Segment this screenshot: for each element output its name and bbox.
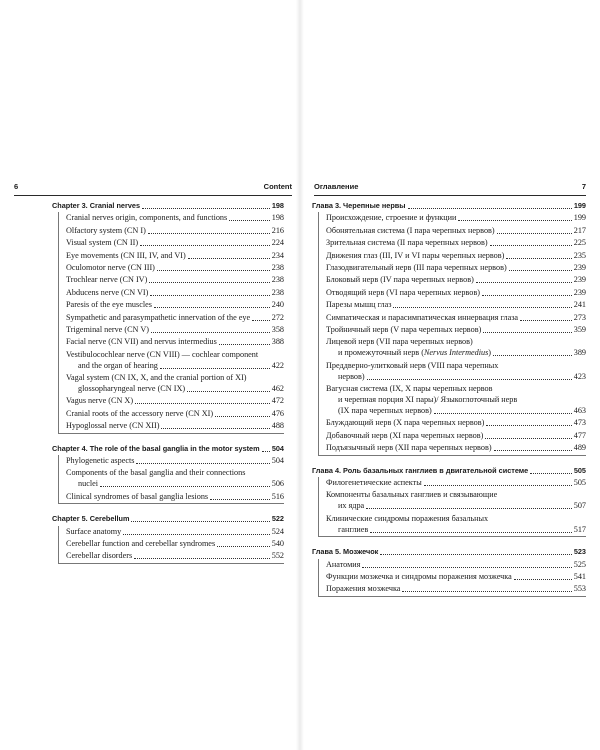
toc-entry[interactable]: Paresis of the eye muscles 240: [66, 300, 284, 310]
toc-entry[interactable]: glossopharyngeal nerve (CN IX) 462: [78, 384, 284, 394]
toc-entry[interactable]: Cranial roots of the accessory nerve (CN XI) 476: [66, 408, 284, 418]
toc-entry[interactable]: Симпатическая и парасимпатическая иннервация глаза 273: [326, 312, 586, 322]
toc-entry[interactable]: Vagus nerve (CN X) 472: [66, 396, 284, 406]
right-header-rule: [314, 195, 586, 196]
toc-section-list: [318, 477, 586, 537]
toc-entry[interactable]: Обонятельная система (I пара черепных нервов) 217: [326, 225, 586, 235]
toc-entry[interactable]: Филогенетические аспекты 505: [326, 478, 586, 488]
latin-term: Nervus Intermedius: [423, 348, 489, 358]
toc-section-list: [58, 455, 284, 504]
toc-entry[interactable]: Trochlear nerve (CN IV) 238: [66, 275, 284, 285]
toc-entry-line[interactable]: Components of the basal ganglia and their connections: [66, 468, 246, 478]
left-running-head: [14, 182, 292, 196]
toc-entry[interactable]: Abducens nerve (CN VI) 238: [66, 287, 284, 297]
toc-entry-line[interactable]: Клинические синдромы поражения базальных: [326, 513, 489, 523]
toc-entry[interactable]: Phylogenetic aspects 504: [66, 456, 284, 466]
toc-entry[interactable]: and the organ of hearing 422: [78, 360, 284, 370]
toc-entry[interactable]: нервов) 423: [338, 371, 586, 381]
right-page: [300, 0, 600, 750]
toc-section-list: [318, 559, 586, 597]
toc-entry[interactable]: Функции мозжечка и синдромы поражения мозжечка 541: [326, 571, 586, 581]
right-page-number: 7: [581, 182, 586, 191]
toc-entry-line[interactable]: Vagal system (CN IX, X, and the cranial portion of XI): [66, 373, 247, 383]
toc-entry[interactable]: Анатомия 525: [326, 559, 586, 569]
left-page-number: 6: [14, 182, 19, 191]
toc-entry[interactable]: Oculomotor nerve (CN III) 238: [66, 262, 284, 272]
left-header-rule: [14, 195, 292, 196]
toc-entry-line[interactable]: Лицевой нерв (VII пара черепных нервов): [326, 337, 473, 347]
right-toc: [312, 200, 586, 597]
toc-section-list: [318, 212, 586, 455]
right-running-title: Оглавление: [314, 182, 359, 191]
toc-chapter[interactable]: Глава 4. Роль базальных ганглиев в двигательной системе 505: [312, 465, 586, 475]
toc-entry[interactable]: Trigeminal nerve (CN V) 358: [66, 324, 284, 334]
toc-entry[interactable]: (IX пара черепных нервов) 463: [338, 406, 586, 416]
toc-entry-line[interactable]: Vestibulocochlear nerve (CN VIII) — cochlear component: [66, 349, 259, 359]
toc-entry-line[interactable]: Преддверно-улитковый нерв (VIII пара черепных: [326, 360, 499, 370]
toc-entry[interactable]: Тройничный нерв (V пара черепных нервов) 359: [326, 324, 586, 334]
toc-chapter[interactable]: Глава 5. Мозжечок 523: [312, 547, 586, 557]
toc-section-list: [58, 526, 284, 564]
toc-chapter[interactable]: Глава 3. Черепные нервы 199: [312, 201, 586, 210]
toc-entry-line[interactable]: Вагусная система (IX, X пары черепных нервов: [326, 384, 493, 394]
toc-entry[interactable]: Cerebellar disorders 552: [66, 551, 284, 561]
toc-entry-line[interactable]: Компоненты базальных ганглиев и связывающие: [326, 490, 498, 500]
toc-entry[interactable]: Facial nerve (CN VII) and nervus intermedius 388: [66, 337, 284, 347]
toc-entry[interactable]: Блоковый нерв (IV пара черепных нервов) 239: [326, 275, 586, 285]
toc-entry[interactable]: Surface anatomy 524: [66, 526, 284, 536]
toc-entry[interactable]: Cranial nerves origin, components, and functions 198: [66, 213, 284, 223]
toc-entry[interactable]: Отводящий нерв (VI пара черепных нервов) 239: [326, 287, 586, 297]
toc-entry[interactable]: и промежуточный нерв (Nervus Intermedius) 389: [338, 348, 586, 358]
toc-entry[interactable]: Olfactory system (CN I) 216: [66, 225, 284, 235]
toc-entry[interactable]: Cerebellar function and cerebellar syndromes 540: [66, 538, 284, 548]
toc-entry[interactable]: Добавочный нерв (XI пара черепных нервов) 477: [326, 430, 586, 440]
toc-entry[interactable]: Visual system (CN II) 224: [66, 238, 284, 248]
toc-entry[interactable]: Парезы мышц глаз 241: [326, 300, 586, 310]
left-toc: [52, 200, 284, 564]
toc-entry-line[interactable]: и черепная порция XI пары)/ Языкоглоточный нерв: [338, 395, 518, 405]
toc-entry[interactable]: Подъязычный нерв (XII пара черепных нервов) 489: [326, 443, 586, 453]
toc-entry[interactable]: Hypoglossal nerve (CN XII) 488: [66, 421, 284, 431]
toc-entry[interactable]: Глазодвигательный нерв (III пара черепных нервов) 239: [326, 262, 586, 272]
toc-entry[interactable]: Sympathetic and parasympathetic innervation of the eye 272: [66, 312, 284, 322]
toc-entry[interactable]: Движения глаз (III, IV и VI пары черепных нервов) 235: [326, 250, 586, 260]
toc-entry[interactable]: ганглиев 517: [338, 524, 586, 534]
toc-section-list: [58, 212, 284, 433]
toc-entry[interactable]: Clinical syndromes of basal ganglia lesions 516: [66, 491, 284, 501]
toc-entry[interactable]: nuclei 506: [78, 479, 284, 489]
right-running-head: [314, 182, 586, 196]
toc-chapter[interactable]: Chapter 4. The role of the basal ganglia in the motor system 504: [52, 443, 284, 453]
left-running-title: Content: [263, 182, 292, 191]
toc-entry[interactable]: Блуждающий нерв (X пара черепных нервов) 473: [326, 418, 586, 428]
toc-entry[interactable]: Происхождение, строение и функции 199: [326, 213, 586, 223]
toc-entry[interactable]: Eye movements (CN III, IV, and VI) 234: [66, 250, 284, 260]
toc-chapter[interactable]: Chapter 3. Cranial nerves 198: [52, 201, 284, 210]
toc-entry[interactable]: Поражения мозжечка 553: [326, 584, 586, 594]
toc-chapter[interactable]: Chapter 5. Cerebellum 522: [52, 514, 284, 524]
toc-entry[interactable]: Зрительная система (II пара черепных нервов) 225: [326, 238, 586, 248]
toc-entry[interactable]: их ядра 507: [338, 501, 586, 511]
